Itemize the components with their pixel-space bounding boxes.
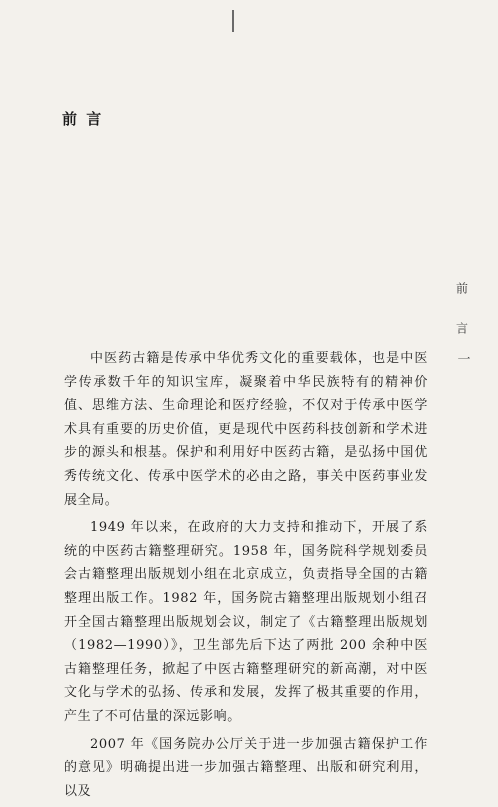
top-rule-mark xyxy=(232,10,234,32)
paragraph: 中医药古籍是传承中华优秀文化的重要载体，也是中医学传承数千年的知识宝库，凝聚着中华民族特有的精神价值、思维方法、生命理论和医疗经验，不仅对于传承中医学术具有重要的历史价值，更是现代中医药科技创新和学术进步的源头和根基。保护和利用好中医药古籍，是弘扬中国优秀传统文化、传承中医学术的必由之路，事关中医药事业发展全局。 xyxy=(64,351,428,508)
paragraph: 1949 年以来，在政府的大力支持和推动下，开展了系统的中医药古籍整理研究。1958 年，国务院科学规划委员会古籍整理出版规划小组在北京成立，负责指导全国的古籍整理出版工作。1982 年，国务院古籍整理出版规划小组召开全国古籍整理出版规划会议，制定了《古籍整理出版规划（1982—1990）》，卫生部先后下达了两批 200 余种中医古籍整理任务，掀起了中医古籍整理研究的新高潮，对中医文化与学术的弘扬、传承和发展，发挥了极其重要的作用，产生了不可估量的深远影响。 xyxy=(64,520,428,724)
page-number: 一 xyxy=(454,351,470,365)
bleed-through-text xyxy=(66,116,446,316)
running-head-title: 前 言 xyxy=(454,282,469,346)
paragraph: 2007 年《国务院办公厅关于进一步加强古籍保护工作的意见》明确提出进一步加强古籍整理、出版和研究利用，以及 xyxy=(64,736,428,799)
running-head xyxy=(449,282,475,365)
body-text xyxy=(64,347,428,807)
section-heading: 前 言 xyxy=(62,110,104,128)
